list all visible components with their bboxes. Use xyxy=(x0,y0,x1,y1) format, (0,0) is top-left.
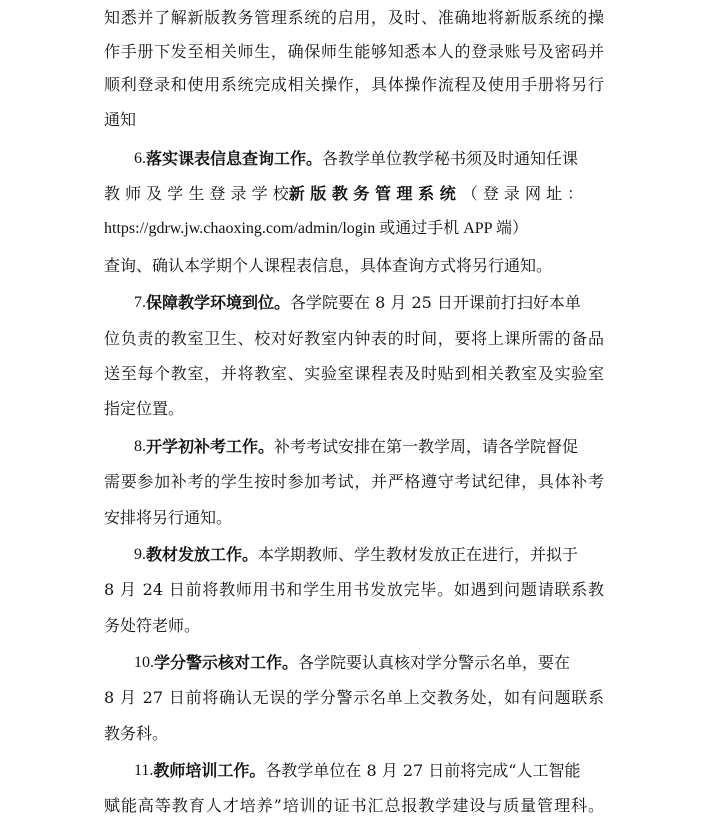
paragraph-line xyxy=(104,38,604,66)
line-text: 作手册下发至相关师生，确保师生能够知悉本人的登录账号及密码并 xyxy=(104,42,604,61)
item-10-first-line xyxy=(134,649,604,677)
line-text: 需要参加补考的学生按时参加考试，并严格遵守考试纪律，具体补考 xyxy=(104,472,604,491)
line-text: 8 月 27 日前将确认无误的学分警示名单上交教务处，如有问题联系 xyxy=(104,688,604,707)
system-name: 新 版 教 务 管 理 系 统 xyxy=(288,184,456,203)
item-heading: 保障教学环境到位。 xyxy=(146,293,291,312)
line-text: 送至每个教室，并将教室、实验室课程表及时贴到相关教室及实验室 xyxy=(104,364,604,383)
paragraph-line xyxy=(104,720,604,748)
paragraph-line xyxy=(104,215,604,243)
line-text: 通知 xyxy=(104,110,137,129)
login-url-line: https://gdrw.jw.chaoxing.com/admin/login 或通过手机 APP 端） xyxy=(104,220,528,237)
line-text: 位负责的教室卫生、校对好教室内钟表的时间，要将上课所需的备品 xyxy=(104,329,604,348)
item-11-first-line xyxy=(134,757,604,785)
item-heading: 学分警示核对工作。 xyxy=(154,653,299,672)
item-number: 10. xyxy=(134,654,154,671)
line-text: 赋能高等教育人才培养”培训的证书汇总报教学建设与质量管理科。 xyxy=(104,796,604,815)
item-8-first-line xyxy=(134,433,604,461)
paragraph-line xyxy=(104,684,604,712)
item-6-first-line xyxy=(134,145,604,173)
item-text: 各学院要在 8 月 25 日开课前打扫好本单 xyxy=(290,293,581,312)
paragraph-line xyxy=(104,4,604,32)
paragraph-line xyxy=(104,180,604,208)
line-text: 知悉并了解新版教务管理系统的启用，及时、准确地将新版系统的操 xyxy=(104,8,604,27)
line-text: 指定位置。 xyxy=(104,399,185,418)
item-text: 各教学单位在 8 月 27 日前将完成“人工智能 xyxy=(265,761,581,780)
paragraph-line xyxy=(104,612,604,640)
line-text: 务处符老师。 xyxy=(104,616,201,635)
line-text: 查询、确认本学期个人课程表信息，具体查询方式将另行通知。 xyxy=(104,256,553,275)
item-number: 8. xyxy=(134,438,146,455)
line-text: 安排将另行通知。 xyxy=(104,508,233,527)
item-heading: 落实课表信息查询工作。 xyxy=(146,149,323,168)
item-number: 6. xyxy=(134,150,146,167)
item-9-first-line xyxy=(134,541,604,569)
line-text: 教务科。 xyxy=(104,724,169,743)
paragraph-line xyxy=(104,504,604,532)
paragraph-line xyxy=(104,360,604,388)
item-number: 9. xyxy=(134,546,146,563)
item-heading: 教材发放工作。 xyxy=(146,545,259,564)
item-heading: 教师培训工作。 xyxy=(153,761,266,780)
paragraph-line xyxy=(104,106,604,134)
line-text: 顺利登录和使用系统完成相关操作，具体操作流程及使用手册将另行 xyxy=(104,75,604,94)
line-text: （ 登 录 网 址 ： xyxy=(461,184,584,203)
paragraph-line xyxy=(104,395,604,423)
line-text: 8 月 24 日前将教师用书和学生用书发放完毕。如遇到问题请联系教 xyxy=(104,580,604,599)
paragraph-line xyxy=(104,252,604,280)
paragraph-line xyxy=(104,792,604,820)
item-number: 7. xyxy=(134,294,146,311)
item-number: 11. xyxy=(134,762,154,779)
item-text: 本学期教师、学生教材发放正在进行，并拟于 xyxy=(258,545,579,564)
item-text: 各教学单位教学秘书须及时通知任课 xyxy=(322,149,579,168)
item-text: 各学院要认真核对学分警示名单，要在 xyxy=(298,653,571,672)
item-heading: 开学初补考工作。 xyxy=(146,437,275,456)
line-text: 教 师 及 学 生 登 录 学 校 xyxy=(104,184,289,203)
paragraph-line xyxy=(104,468,604,496)
item-7-first-line xyxy=(134,289,604,317)
paragraph-line xyxy=(104,71,604,99)
paragraph-line xyxy=(104,576,604,604)
item-text: 补考考试安排在第一教学周，请各学院督促 xyxy=(274,437,579,456)
paragraph-line xyxy=(104,325,604,353)
